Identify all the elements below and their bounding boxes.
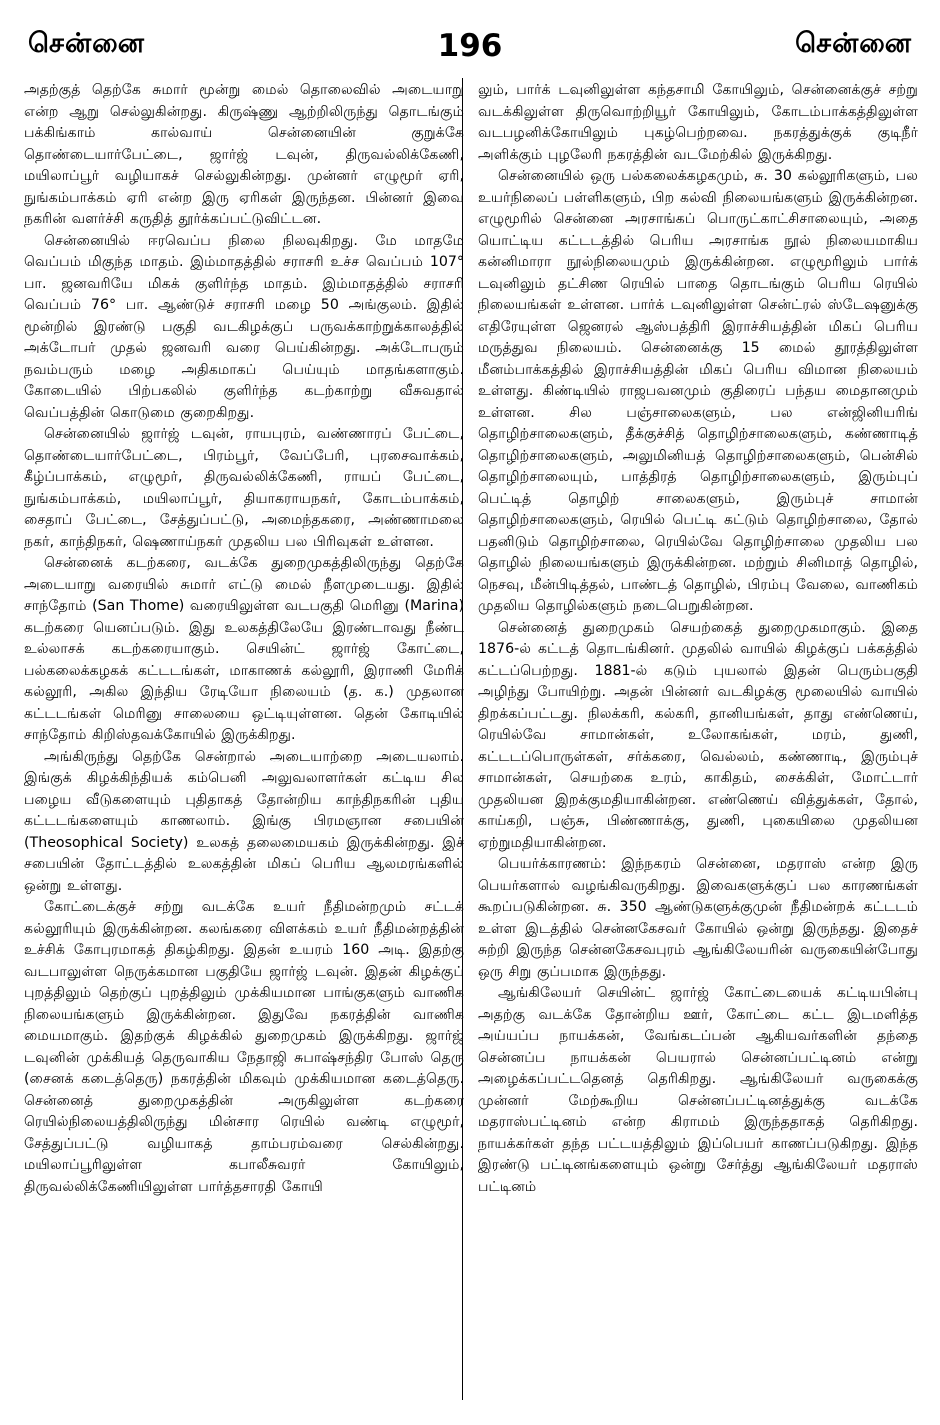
- paragraph: ஆங்கிலேயர் செயின்ட் ஜார்ஜ் கோட்டையைக் கட்டியபின்பு அதற்கு வடக்கே தோன்றிய ஊர், கோட்டை கட்ட இடமளித்த அய்யப்ப நாயக்கன், வேங்கடப்பன் ஆகியவர்களின் தந்தை சென்னப்ப நாயக்கன் பெயரால் சென்னப்பட்டினம் என்று அழைக்கப்பட்டதெனத் தெரிகிறது. ஆங்கிலேயர் வருகைக்கு முன்னர் மேற்கூறிய சென்னப்பட்டினத்துக்கு வடக்கே மதராஸ்பட்டினம் என்ற கிராமம் இருந்ததாகத் தெரிகிறது. நாயக்கர்கள் தந்த பட்டயத்திலும் இப்பெயர் காணப்படுகிறது. இந்த இரண்டு பட்டினங்களையும் ஒன்று சேர்த்து ஆங்கிலேயர் மதராஸ் பட்டினம்: [478, 985, 918, 1195]
- paragraph: சென்னைக் கடற்கரை, வடக்கே துறைமுகத்திலிருந்து தெற்கே அடையாறு வரையில் சுமார் எட்டு மைல் நீளமுடையது. இதில் சாந்தோம் (San Thome) வரையிலுள்ள வடபகுதி மெரினு (Marina) கடற்கரை யெனப்படும். இது உலகத்திலேயே இரண்டாவது நீண்ட உல்லாசக் கடற்கரையாகும். செயின்ட் ஜார்ஜ் கோட்டை, பல்கலைக்கழகக் கட்டடங்கள், மாகாணக் கல்லூரி, இராணி மேரிக் கல்லூரி, அகில இந்திய ரேடியோ நிலையம் (த. க.) முதலான கட்டடங்கள் மெரினு சாலையை ஒட்டியுள்ளன. தென் கோடியில் சாந்தோம் கிறிஸ்தவக்கோயில் இருக்கிறது.: [24, 555, 464, 743]
- running-header-left: சென்னை: [28, 28, 145, 59]
- paragraph: பெயர்க்காரணம்: இந்நகரம் சென்னை, மதராஸ் என்ற இரு பெயர்களால் வழங்கிவருகிறது. இவைகளுக்குப் பல காரணங்கள் கூறப்படுகின்றன. சு. 350 ஆண்டுகளுக்குமுன் நீதிமன்றக் கட்டடம் உள்ள இடத்தில் சென்னகேசவர் கோயில் ஒன்று இருந்தது. இதைச் சுற்றி இருந்த சென்னகேசவபுரம் ஆங்கிலேயரின் வருகையின்போது ஒரு சிறு குப்பமாக இருந்தது.: [478, 856, 918, 980]
- paragraph: அங்கிருந்து தெற்கே சென்றால் அடையாற்றை அடையலாம். இங்குக் கிழக்கிந்தியக் கம்பெனி அலுவலாளர்கள் கட்டிய சில பழைய வீடுகளையும் புதிதாகத் தோன்றிய காந்திநகரின் புதிய கட்டடங்களையும் காணலாம். இங்கு பிரமஞான சபையின் (Theosophical Society) உலகத் தலைமையகம் இருக்கின்றது. இச் சபையின் தோட்டத்தில் உலகத்தின் மிகப் பெரிய ஆலமரங்களில் ஒன்று உள்ளது.: [24, 748, 464, 894]
- paragraph: சென்னையில் ஈரவெப்ப நிலை நிலவுகிறது. மே மாதமே வெப்பம் மிகுந்த மாதம். இம்மாதத்தில் சராசரி உச்ச வெப்பம் 107° பா. ஜனவரியே மிகக் குளிர்ந்த மாதம். இம்மாதத்தில் சராசரி வெப்பம் 76° பா. ஆண்டுச் சராசரி மழை 50 அங்குலம். இதில் மூன்றில் இரண்டு பகுதி வடகிழக்குப் பருவக்காற்றுக்காலத்தில் அக்டோபர் முதல் ஜனவரி வரை பெய்கின்றது. அக்டோபரும் நவம்பரும் மழை அதிகமாகப் பெய்யும் மாதங்களாகும். கோடையில் பிற்பகலில் குளிர்ந்த கடற்காற்று வீசுவதால் வெப்பத்தின் கொடுமை குறைகிறது.: [24, 232, 464, 421]
- paragraph: அதற்குத் தெற்கே சுமார் மூன்று மைல் தொலைவில் அடையாறு என்ற ஆறு செல்லுகின்றது. கிருஷ்ணு ஆற்றிலிருந்து தொடங்கும் பக்கிங்காம் கால்வாய் சென்னையின் குறுக்கே தொண்டையார்பேட்டை, ஜார்ஜ் டவுன், திருவல்லிக்கேணி, மயிலாப்பூர் வழியாகச் செல்லுகின்றது. முன்னர் எழுமூர் ஏரி, நுங்கம்பாக்கம் ஏரி என்ற இரு ஏரிகள் இருந்தன. பின்னர் இவை நகரின் வளர்ச்சி கருதித் தூர்க்கப்பட்டுவிட்டன.: [24, 82, 464, 227]
- paragraph: சென்னையில் ஜார்ஜ் டவுன், ராயபுரம், வண்ணாரப் பேட்டை, தொண்டையார்பேட்டை, பிரம்பூர், வேப்பேரி, புரசைவாக்கம், கீழ்ப்பாக்கம், எழுமூர், திருவல்லிக்கேணி, ராயப் பேட்டை, நுங்கம்பாக்கம், மயிலாப்பூர், தியாகராயநகர், கோடம்பாக்கம், சைதாப் பேட்டை, சேத்துப்பட்டு, அமைந்தகரை, அண்ணாமலை நகர், காந்திநகர், ஷெணாய்நகர் முதலிய பல பிரிவுகள் உள்ளன.: [24, 426, 464, 550]
- left-column: [24, 80, 464, 1390]
- page-number: 196: [437, 28, 503, 64]
- paragraph: லும், பார்க் டவுனிலுள்ள கந்தசாமி கோயிலும், சென்னைக்குச் சற்று வடக்கிலுள்ள திருவொற்றியூர் கோயிலும், கோடம்பாக்கத்திலுள்ள வடபழனிக்கோயிலும் புகழ்பெற்றவை. நகரத்துக்குக் குடிநீர் அளிக்கும் புழலேரி நகரத்தின் வடமேற்கில் இருக்கிறது.: [478, 82, 918, 163]
- running-header-right: சென்னை: [795, 28, 912, 59]
- right-column: [478, 80, 918, 1390]
- paragraph: சென்னையில் ஒரு பல்கலைக்கழகமும், சு. 30 கல்லூரிகளும், பல உயர்நிலைப் பள்ளிகளும், பிற கல்வி நிலையங்களும் இருக்கின்றன. எழுமூரில் சென்னை அரசாங்கப் பொருட்காட்சிசாலையும், அதை யொட்டிய கட்டடத்தில் பெரிய அரசாங்க நூல் நிலையமாகிய கன்னிமாரா நூல்நிலையமும் இருக்கின்றன. எழுமூரிலும் பார்க் டவுனிலும் தட்சிண ரெயில் பாதை தொடங்கும் பெரிய ரெயில் நிலையங்கள் உள்ளன. பார்க் டவுனிலுள்ள சென்ட்ரல் ஸ்டேஷனுக்கு எதிரேயுள்ள ஜெனரல் ஆஸ்பத்திரி இராச்சியத்தின் மிகப் பெரிய மருத்துவ நிலையம். சென்னைக்கு 15 மைல் தூரத்திலுள்ள மீனம்பாக்கத்தில் இராச்சியத்தின் மிகப் பெரிய விமான நிலையம் உள்ளது. கிண்டியில் ராஜபவனமும் குதிரைப் பந்தய மைதானமும் உள்ளன. சில பஞ்சாலைகளும், பல என்ஜினியரிங் தொழிற்சாலைகளும், தீக்குச்சித் தொழிற்சாலைகளும், கண்ணாடித் தொழிற்சாலைகளும், அலுமினியத் தொழிற்சாலைகளும், பென்சில் தொழிற்சாலையும், பாத்திரத் தொழிற்சாலைகளும், இரும்புப் பெட்டித் தொழிற் சாலைகளும், இரும்புச் சாமான் தொழிற்சாலைகளும், ரெயில் பெட்டி கட்டும் தொழிற்சாலை, தோல் பதனிடும் தொழிற்சாலை, ரெயில்வே தொழிற்சாலை முதலிய பல தொழில் நிலையங்களும் இருக்கின்றன. மற்றும் சினிமாத் தொழில், நெசவு, மீன்பிடித்தல், பாண்டத் தொழில், பிரம்பு வேலை, வாணிகம் முதலிய தொழில்களும் நடைபெறுகின்றன.: [478, 168, 918, 614]
- paragraph: சென்னைத் துறைமுகம் செயற்கைத் துறைமுகமாகும். இதை 1876-ல் கட்டத் தொடங்கினர். முதலில் வாயில் கிழக்குப் பக்கத்தில் கட்டப்பெற்றது. 1881-ல் கடும் புயலால் இதன் பெரும்பகுதி அழிந்து போயிற்று. அதன் பின்னர் வடகிழக்கு மூலையில் வாயில் திறக்கப்பட்டது. நிலக்கரி, கல்கரி, தானியங்கள், தாது எண்ணெய், ரெயில்வே சாமான்கள், உலோகங்கள், மரம், துணி, கட்டடப்பொருள்கள், சர்க்கரை, வெல்லம், கண்ணாடி, இரும்புச் சாமான்கள், செயற்கை உரம், காகிதம், சைக்கிள், மோட்டார் முதலியன இறக்குமதியாகின்றன. எண்ணெய் வித்துக்கள், தோல், காய்கறி, பஞ்சு, பிண்ணாக்கு, துணி, புகையிலை முதலியன ஏற்றுமதியாகின்றன.: [478, 619, 918, 851]
- paragraph: கோட்டைக்குச் சற்று வடக்கே உயர் நீதிமன்றமும் சட்டக் கல்லூரியும் இருக்கின்றன. கலங்கரை விளக்கம் உயர் நீதிமன்றத்தின் உச்சிக் கோபுரமாகத் திகழ்கிறது. இதன் உயரம் 160 அடி. இதற்கு வடபாலுள்ள நெருக்கமான பகுதியே ஜார்ஜ் டவுன். இதன் கிழக்குப் புறத்திலும் தெற்குப் புறத்திலும் முக்கியமான பாங்குகளும் வாணிக நிலையங்களும் இருக்கின்றன. இதுவே நகரத்தின் வாணிக மையமாகும். இதற்குக் கிழக்கில் துறைமுகம் இருக்கிறது. ஜார்ஜ் டவுனின் முக்கியத் தெருவாகிய நேதாஜி சுபாஷ்சந்திர போஸ் தெரு (சைனக் கடைத்தெரு) நகரத்தின் மிகவும் முக்கியமான கடைத்தெரு. சென்னைத் துறைமுகத்தின் அருகிலுள்ள கடற்கரை ரெயில்நிலையத்திலிருந்து மின்சார ரெயில் வண்டி எழுமூர், சேத்துப்பட்டு வழியாகத் தாம்பரம்வரை செல்கின்றது. மயிலாப்பூரிலுள்ள கபாலீசுவரர் கோயிலும், திருவல்லிக்கேணியிலுள்ள பார்த்தசாரதி கோயி: [24, 899, 464, 1195]
